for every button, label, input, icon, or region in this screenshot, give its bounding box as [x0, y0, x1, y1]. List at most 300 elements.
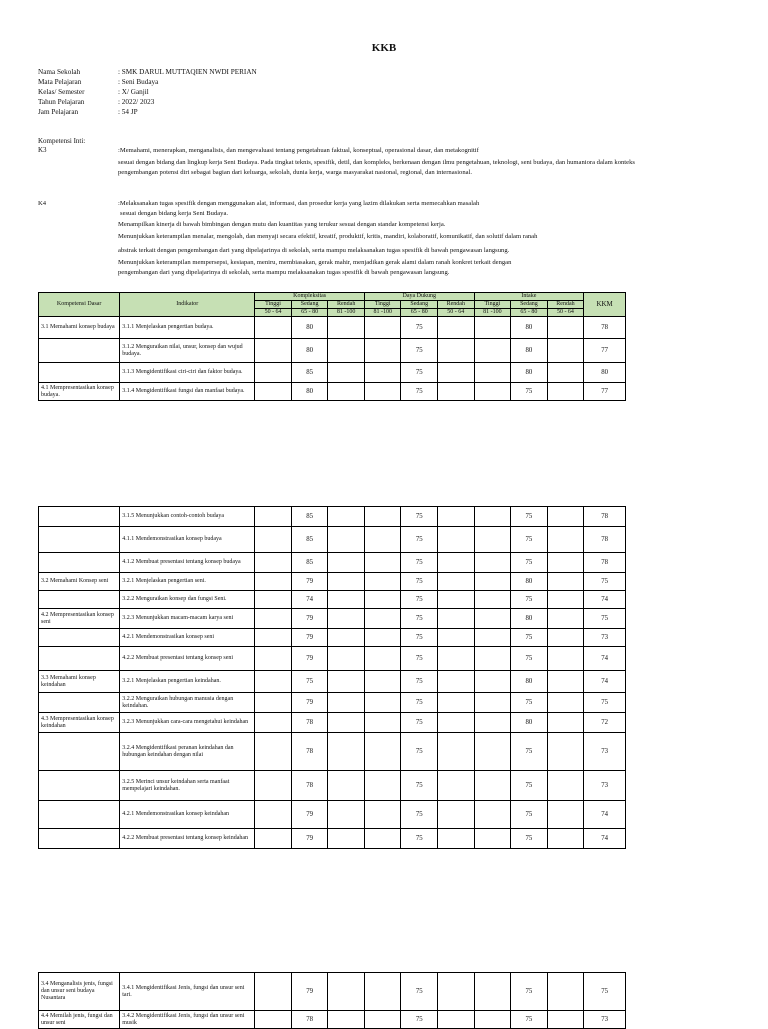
kompleksitas-rendah-cell	[328, 363, 365, 383]
kompleksitas-tinggi-cell	[255, 713, 292, 733]
kompetensi-dasar-cell	[39, 693, 120, 713]
kompetensi-dasar-cell	[39, 527, 120, 553]
k4-line4: Menunjukkan keterampilan menalar, mengolah, dan menyaji secara efektif, kreatif, produktif, kritis, mandiri, kolaboratif, komunikatif, dan solutif dalam ranah	[118, 233, 538, 240]
kompleksitas-sedang-cell: 79	[291, 973, 328, 1011]
intake-sedang-cell: 75	[511, 801, 548, 829]
kompleksitas-rendah-cell	[328, 771, 365, 801]
daya-dukung-tinggi-cell	[364, 771, 401, 801]
kkm-cell: 78	[584, 553, 626, 573]
kkm-cell: 77	[584, 383, 626, 401]
header-sedang: Sedang	[291, 301, 328, 309]
daya-dukung-sedang-cell: 75	[401, 671, 438, 693]
kompleksitas-rendah-cell	[328, 713, 365, 733]
range-sedang: 65 - 80	[291, 309, 328, 317]
kompleksitas-sedang-cell: 79	[291, 609, 328, 629]
intake-tinggi-cell	[474, 339, 511, 363]
daya-dukung-rendah-cell	[438, 713, 475, 733]
k4-line3: Menampilkan kinerja di bawah bimbingan dengan mutu dan kuantitas yang terukur sesuai dengan standar kompetensi kerja.	[118, 221, 446, 228]
kompleksitas-sedang-cell: 79	[291, 629, 328, 647]
intake-sedang-cell: 80	[511, 317, 548, 339]
kompleksitas-rendah-cell	[328, 609, 365, 629]
intake-tinggi-cell	[474, 801, 511, 829]
header-kompleksitas: Kompleksitas	[255, 293, 365, 301]
kompetensi-dasar-cell: 4.1 Mempresentasikan konsep budaya.	[39, 383, 120, 401]
intake-rendah-cell	[547, 591, 584, 609]
kompleksitas-rendah-cell	[328, 733, 365, 771]
kompetensi-dasar-cell: 4.3 Mempresentasikan konsep keindahan	[39, 713, 120, 733]
indikator-cell: 3.1.5 Menunjukkan contoh-contoh budaya	[120, 507, 255, 527]
table-row	[39, 573, 626, 591]
kompleksitas-rendah-cell	[328, 591, 365, 609]
intake-sedang-cell: 80	[511, 363, 548, 383]
header-intake: Intake	[474, 293, 584, 301]
daya-dukung-tinggi-cell	[364, 317, 401, 339]
range-tinggi: 50 - 64	[255, 309, 292, 317]
table-row	[39, 713, 626, 733]
kompetensi-dasar-cell	[39, 591, 120, 609]
intake-sedang-cell: 75	[511, 771, 548, 801]
kompleksitas-sedang-cell: 75	[291, 671, 328, 693]
daya-dukung-sedang-cell: 75	[401, 507, 438, 527]
kompleksitas-tinggi-cell	[255, 973, 292, 1011]
kompleksitas-sedang-cell: 78	[291, 1011, 328, 1029]
intake-rendah-cell	[547, 733, 584, 771]
daya-dukung-tinggi-cell	[364, 507, 401, 527]
kompetensi-dasar-cell	[39, 647, 120, 671]
daya-dukung-tinggi-cell	[364, 733, 401, 771]
table-row	[39, 829, 626, 849]
table-row	[39, 1011, 626, 1029]
k3-text: sesuai dengan bidang dan lingkup kerja Seni Budaya. Pada tingkat teknis, spesifik, detil, dan kompleks, berkenaan dengan ilmu pengetahuan, teknologi, seni budaya, dan humaniora dalam konteks pengembangan potensi diri sebagai bagian dari keluarga, sekolah, dunia kerja, warga masyarakat nasional, regional, dan internasional.	[118, 159, 635, 176]
meta-value: : SMK DARUL MUTTAQIEN NWDI PERIAN	[118, 68, 257, 76]
kompleksitas-rendah-cell	[328, 647, 365, 671]
kompleksitas-tinggi-cell	[255, 801, 292, 829]
daya-dukung-sedang-cell: 75	[401, 801, 438, 829]
meta-row	[38, 107, 257, 117]
kkm-cell: 78	[584, 507, 626, 527]
intake-tinggi-cell	[474, 507, 511, 527]
daya-dukung-tinggi-cell	[364, 553, 401, 573]
kompleksitas-sedang-cell: 85	[291, 507, 328, 527]
daya-dukung-tinggi-cell	[364, 383, 401, 401]
table-row	[39, 591, 626, 609]
intake-rendah-cell	[547, 671, 584, 693]
kompleksitas-tinggi-cell	[255, 609, 292, 629]
daya-dukung-sedang-cell: 75	[401, 317, 438, 339]
kompleksitas-rendah-cell	[328, 801, 365, 829]
kompleksitas-sedang-cell: 85	[291, 527, 328, 553]
daya-dukung-rendah-cell	[438, 573, 475, 591]
kkm-cell: 80	[584, 363, 626, 383]
kompleksitas-rendah-cell	[328, 339, 365, 363]
kkm-cell: 75	[584, 573, 626, 591]
kompetensi-dasar-cell: 3.2 Memahami Konsep seni	[39, 573, 120, 591]
header-tinggi: Tinggi	[364, 301, 401, 309]
intake-sedang-cell: 75	[511, 527, 548, 553]
intake-rendah-cell	[547, 629, 584, 647]
header-kd: Kompetensi Dasar	[39, 293, 120, 317]
daya-dukung-tinggi-cell	[364, 801, 401, 829]
kompleksitas-sedang-cell: 85	[291, 363, 328, 383]
daya-dukung-sedang-cell: 75	[401, 609, 438, 629]
table-row	[39, 973, 626, 1011]
daya-dukung-sedang-cell: 75	[401, 591, 438, 609]
kompetensi-inti-label	[38, 137, 85, 155]
kompleksitas-tinggi-cell	[255, 527, 292, 553]
intake-tinggi-cell	[474, 647, 511, 671]
kompleksitas-tinggi-cell	[255, 573, 292, 591]
daya-dukung-sedang-cell: 75	[401, 1011, 438, 1029]
range-sedang: 65 - 80	[401, 309, 438, 317]
kkm-cell: 78	[584, 527, 626, 553]
kompleksitas-tinggi-cell	[255, 317, 292, 339]
kkm-cell: 74	[584, 591, 626, 609]
meta-label: Tahun Pelajaran	[38, 98, 85, 106]
range-rendah: 50 - 64	[438, 309, 475, 317]
intake-rendah-cell	[547, 317, 584, 339]
table-row	[39, 383, 626, 401]
daya-dukung-tinggi-cell	[364, 713, 401, 733]
intake-rendah-cell	[547, 363, 584, 383]
kompleksitas-sedang-cell: 80	[291, 317, 328, 339]
daya-dukung-tinggi-cell	[364, 973, 401, 1011]
kompleksitas-tinggi-cell	[255, 733, 292, 771]
table-row	[39, 339, 626, 363]
kompleksitas-sedang-cell: 78	[291, 771, 328, 801]
k4-line2: sesuai dengan bidang kerja Seni Budaya.	[120, 210, 229, 217]
kompleksitas-sedang-cell: 78	[291, 733, 328, 771]
intake-rendah-cell	[547, 383, 584, 401]
intake-tinggi-cell	[474, 973, 511, 1011]
daya-dukung-rendah-cell	[438, 693, 475, 713]
header-tinggi: Tinggi	[474, 301, 511, 309]
range-tinggi: 81 -100	[364, 309, 401, 317]
kkm-cell: 75	[584, 609, 626, 629]
daya-dukung-tinggi-cell	[364, 591, 401, 609]
daya-dukung-rendah-cell	[438, 1011, 475, 1029]
intake-tinggi-cell	[474, 829, 511, 849]
daya-dukung-tinggi-cell	[364, 693, 401, 713]
table-row	[39, 733, 626, 771]
kompleksitas-tinggi-cell	[255, 339, 292, 363]
kompetensi-dasar-cell	[39, 629, 120, 647]
daya-dukung-rendah-cell	[438, 383, 475, 401]
meta-label: Jam Pelajaran	[38, 108, 79, 116]
meta-value: : 54 JP	[118, 108, 138, 116]
daya-dukung-rendah-cell	[438, 339, 475, 363]
table-header-row	[39, 293, 626, 301]
kompleksitas-tinggi-cell	[255, 591, 292, 609]
daya-dukung-rendah-cell	[438, 507, 475, 527]
indikator-cell: 3.1.4 Mengidentifikasi fungsi dan manfaat budaya.	[120, 383, 255, 401]
kompetensi-dasar-cell	[39, 507, 120, 527]
kompleksitas-sedang-cell: 80	[291, 339, 328, 363]
kompetensi-dasar-cell	[39, 553, 120, 573]
daya-dukung-tinggi-cell	[364, 609, 401, 629]
intake-rendah-cell	[547, 693, 584, 713]
daya-dukung-sedang-cell: 75	[401, 339, 438, 363]
school-meta	[38, 67, 257, 117]
intake-tinggi-cell	[474, 383, 511, 401]
range-tinggi: 81 -100	[474, 309, 511, 317]
intake-tinggi-cell	[474, 1011, 511, 1029]
daya-dukung-rendah-cell	[438, 733, 475, 771]
intake-rendah-cell	[547, 339, 584, 363]
intake-rendah-cell	[547, 647, 584, 671]
kompleksitas-tinggi-cell	[255, 553, 292, 573]
kompleksitas-tinggi-cell	[255, 629, 292, 647]
kompleksitas-rendah-cell	[328, 553, 365, 573]
intake-sedang-cell: 80	[511, 609, 548, 629]
kompetensi-dasar-cell: 4.2 Mempresentasikan konsep seni	[39, 609, 120, 629]
intake-sedang-cell: 75	[511, 629, 548, 647]
intake-tinggi-cell	[474, 591, 511, 609]
daya-dukung-tinggi-cell	[364, 573, 401, 591]
kompleksitas-rendah-cell	[328, 317, 365, 339]
table-row	[39, 693, 626, 713]
kkm-cell: 73	[584, 733, 626, 771]
intake-tinggi-cell	[474, 693, 511, 713]
daya-dukung-sedang-cell: 75	[401, 363, 438, 383]
intake-rendah-cell	[547, 829, 584, 849]
daya-dukung-rendah-cell	[438, 609, 475, 629]
intake-rendah-cell	[547, 771, 584, 801]
table-row	[39, 801, 626, 829]
intake-sedang-cell: 75	[511, 1011, 548, 1029]
daya-dukung-tinggi-cell	[364, 363, 401, 383]
intake-tinggi-cell	[474, 317, 511, 339]
daya-dukung-sedang-cell: 75	[401, 973, 438, 1011]
intake-sedang-cell: 75	[511, 693, 548, 713]
daya-dukung-tinggi-cell	[364, 629, 401, 647]
kompleksitas-rendah-cell	[328, 383, 365, 401]
daya-dukung-rendah-cell	[438, 629, 475, 647]
kompetensi-dasar-cell: 4.4 Memilah jenis, fungsi dan unsur seni	[39, 1011, 120, 1029]
intake-sedang-cell: 75	[511, 829, 548, 849]
kkb-table-page3	[38, 972, 626, 1029]
meta-label: Nama Sekolah	[38, 68, 81, 76]
intake-sedang-cell: 75	[511, 591, 548, 609]
indikator-cell: 3.1.3 Mengidentifikasi ciri-ciri dan faktor budaya.	[120, 363, 255, 383]
kompleksitas-rendah-cell	[328, 973, 365, 1011]
meta-row	[38, 97, 257, 107]
table-row	[39, 507, 626, 527]
kompleksitas-rendah-cell	[328, 573, 365, 591]
meta-row	[38, 77, 257, 87]
daya-dukung-sedang-cell: 75	[401, 629, 438, 647]
intake-tinggi-cell	[474, 609, 511, 629]
table-row	[39, 629, 626, 647]
kompleksitas-sedang-cell: 79	[291, 647, 328, 671]
header-sedang: Sedang	[511, 301, 548, 309]
intake-tinggi-cell	[474, 733, 511, 771]
range-rendah: 81 -100	[328, 309, 365, 317]
kompleksitas-sedang-cell: 85	[291, 553, 328, 573]
kompleksitas-sedang-cell: 79	[291, 801, 328, 829]
k4-line1: :Melaksanakan tugas spesifik dengan menggunakan alat, informasi, dan prosedur kerja yang lazim dilakukan serta memecahkan masalah	[118, 200, 480, 207]
indikator-cell: 3.4.2 Mengidentifikasi Jenis, fungsi dan unsur seni musik	[120, 1011, 255, 1029]
intake-tinggi-cell	[474, 771, 511, 801]
daya-dukung-rendah-cell	[438, 317, 475, 339]
intake-sedang-cell: 80	[511, 713, 548, 733]
kompetensi-dasar-cell: 3.1 Memahami konsep budaya	[39, 317, 120, 339]
kompleksitas-tinggi-cell	[255, 693, 292, 713]
intake-sedang-cell: 75	[511, 733, 548, 771]
intake-tinggi-cell	[474, 363, 511, 383]
daya-dukung-sedang-cell: 75	[401, 829, 438, 849]
indikator-cell: 4.2.1 Mendemonstrasikan konsep keindahan	[120, 801, 255, 829]
kompleksitas-sedang-cell: 80	[291, 383, 328, 401]
daya-dukung-tinggi-cell	[364, 339, 401, 363]
kkm-cell: 74	[584, 829, 626, 849]
intake-sedang-cell: 75	[511, 553, 548, 573]
range-sedang: 65 - 80	[511, 309, 548, 317]
intake-sedang-cell: 80	[511, 573, 548, 591]
meta-value: : X/ Ganjil	[118, 88, 149, 96]
kompleksitas-rendah-cell	[328, 671, 365, 693]
header-tinggi: Tinggi	[255, 301, 292, 309]
kkm-cell: 75	[584, 973, 626, 1011]
kompleksitas-tinggi-cell	[255, 647, 292, 671]
header-sedang: Sedang	[401, 301, 438, 309]
kkm-cell: 73	[584, 629, 626, 647]
daya-dukung-rendah-cell	[438, 829, 475, 849]
header-rendah: Rendah	[328, 301, 365, 309]
kkb-table-page1	[38, 292, 626, 401]
daya-dukung-tinggi-cell	[364, 647, 401, 671]
meta-row	[38, 67, 257, 77]
kompetensi-dasar-cell: 3.4 Menganalisis jenis, fungsi dan unsur seni budaya Nusantara	[39, 973, 120, 1011]
table-row	[39, 671, 626, 693]
indikator-cell: 3.1.2 Menguraikan nilai, unsur, konsep dan wujud budaya.	[120, 339, 255, 363]
intake-rendah-cell	[547, 609, 584, 629]
intake-sedang-cell: 75	[511, 973, 548, 1011]
k3-line1: :Memahami, menerapkan, menganalisis, dan mengevaluasi tentang pengetahuan faktual, konseptual, operasional dasar, dan metakognitif	[118, 147, 479, 154]
indikator-cell: 3.2.2 Menguraikan hubungan manusia dengan keindahan.	[120, 693, 255, 713]
intake-rendah-cell	[547, 553, 584, 573]
header-kkm: KKM	[584, 293, 626, 317]
daya-dukung-rendah-cell	[438, 363, 475, 383]
kkm-cell: 78	[584, 317, 626, 339]
kompleksitas-sedang-cell: 74	[291, 591, 328, 609]
intake-sedang-cell: 80	[511, 339, 548, 363]
daya-dukung-rendah-cell	[438, 801, 475, 829]
indikator-cell: 3.2.5 Merinci unsur keindahan serta manfaat mempelajari keindahan.	[120, 771, 255, 801]
meta-value: : 2022/ 2023	[118, 98, 155, 106]
ki-heading: Kompetensi Inti:	[38, 137, 86, 145]
kompetensi-dasar-cell	[39, 801, 120, 829]
k4-line6: Menunjukkan keterampilan mempersepsi, kesiapan, meniru, membiasakan, gerak mahir, menjadikan gerak alami dalam ranah konkret terkait dengan	[118, 259, 512, 266]
kompleksitas-tinggi-cell	[255, 829, 292, 849]
kkm-cell: 74	[584, 671, 626, 693]
kkm-cell: 74	[584, 647, 626, 671]
intake-rendah-cell	[547, 713, 584, 733]
indikator-cell: 3.2.1 Menjelaskan pengertian keindahan.	[120, 671, 255, 693]
indikator-cell: 3.2.2 Menguraikan konsep dan fungsi Seni.	[120, 591, 255, 609]
kompleksitas-sedang-cell: 78	[291, 713, 328, 733]
daya-dukung-tinggi-cell	[364, 527, 401, 553]
kompleksitas-rendah-cell	[328, 693, 365, 713]
kompleksitas-rendah-cell	[328, 829, 365, 849]
intake-rendah-cell	[547, 973, 584, 1011]
kkm-cell: 75	[584, 693, 626, 713]
intake-tinggi-cell	[474, 527, 511, 553]
indikator-cell: 4.2.2 Membuat presentasi tentang konsep seni	[120, 647, 255, 671]
kompleksitas-sedang-cell: 79	[291, 693, 328, 713]
kompetensi-dasar-cell	[39, 829, 120, 849]
daya-dukung-sedang-cell: 75	[401, 693, 438, 713]
kompetensi-dasar-cell	[39, 771, 120, 801]
indikator-cell: 3.2.3 Menunjukkan macam-macam karya seni	[120, 609, 255, 629]
header-rendah: Rendah	[438, 301, 475, 309]
intake-rendah-cell	[547, 573, 584, 591]
kompleksitas-sedang-cell: 79	[291, 829, 328, 849]
indikator-cell: 3.4.1 Mengidentifikasi Jenis, fungsi dan unsur seni tari.	[120, 973, 255, 1011]
kompleksitas-rendah-cell	[328, 629, 365, 647]
intake-sedang-cell: 75	[511, 647, 548, 671]
daya-dukung-tinggi-cell	[364, 671, 401, 693]
intake-rendah-cell	[547, 507, 584, 527]
kompleksitas-tinggi-cell	[255, 771, 292, 801]
meta-label: Kelas/ Semester	[38, 88, 85, 96]
kompetensi-dasar-cell	[39, 339, 120, 363]
daya-dukung-rendah-cell	[438, 527, 475, 553]
daya-dukung-tinggi-cell	[364, 1011, 401, 1029]
daya-dukung-sedang-cell: 75	[401, 383, 438, 401]
intake-tinggi-cell	[474, 671, 511, 693]
kompleksitas-sedang-cell: 79	[291, 573, 328, 591]
daya-dukung-rendah-cell	[438, 771, 475, 801]
document-title: KKB	[371, 42, 397, 54]
table-row	[39, 553, 626, 573]
indikator-cell: 3.2.4 Mengidentifikasi peranan keindahan dan hubungan keindahan dengan nilai	[120, 733, 255, 771]
k3-label: K3	[38, 146, 47, 154]
intake-sedang-cell: 75	[511, 507, 548, 527]
intake-sedang-cell: 80	[511, 671, 548, 693]
k4-line5: abstrak terkait dengan pengembangan dari yang dipelajarinya di sekolah, serta mampu melaksanakan tugas spesifik di bawah pengawasan langsung.	[118, 247, 510, 254]
kompetensi-dasar-cell: 3.3 Memahami konsep keindahan	[39, 671, 120, 693]
daya-dukung-sedang-cell: 75	[401, 771, 438, 801]
indikator-cell: 4.1.2 Membuat presentasi tentang konsep budaya	[120, 553, 255, 573]
intake-tinggi-cell	[474, 573, 511, 591]
intake-tinggi-cell	[474, 713, 511, 733]
indikator-cell: 4.1.1 Mendemonstrasikan konsep budaya	[120, 527, 255, 553]
meta-label: Mata Pelajaran	[38, 78, 82, 86]
kkm-cell: 73	[584, 1011, 626, 1029]
kompleksitas-tinggi-cell	[255, 363, 292, 383]
daya-dukung-sedang-cell: 75	[401, 553, 438, 573]
daya-dukung-sedang-cell: 75	[401, 527, 438, 553]
intake-tinggi-cell	[474, 629, 511, 647]
kompetensi-dasar-cell	[39, 733, 120, 771]
intake-rendah-cell	[547, 801, 584, 829]
k4-label: K4	[38, 200, 47, 207]
kompleksitas-tinggi-cell	[255, 671, 292, 693]
header-indikator: Indikator	[120, 293, 255, 317]
table-row	[39, 527, 626, 553]
kompleksitas-rendah-cell	[328, 527, 365, 553]
kompleksitas-tinggi-cell	[255, 507, 292, 527]
kompetensi-dasar-cell	[39, 363, 120, 383]
kkm-cell: 73	[584, 771, 626, 801]
daya-dukung-tinggi-cell	[364, 829, 401, 849]
intake-rendah-cell	[547, 1011, 584, 1029]
kkm-cell: 77	[584, 339, 626, 363]
table-row	[39, 771, 626, 801]
daya-dukung-rendah-cell	[438, 553, 475, 573]
indikator-cell: 4.2.1 Mendemonstrasikan konsep seni	[120, 629, 255, 647]
header-rendah: Rendah	[547, 301, 584, 309]
